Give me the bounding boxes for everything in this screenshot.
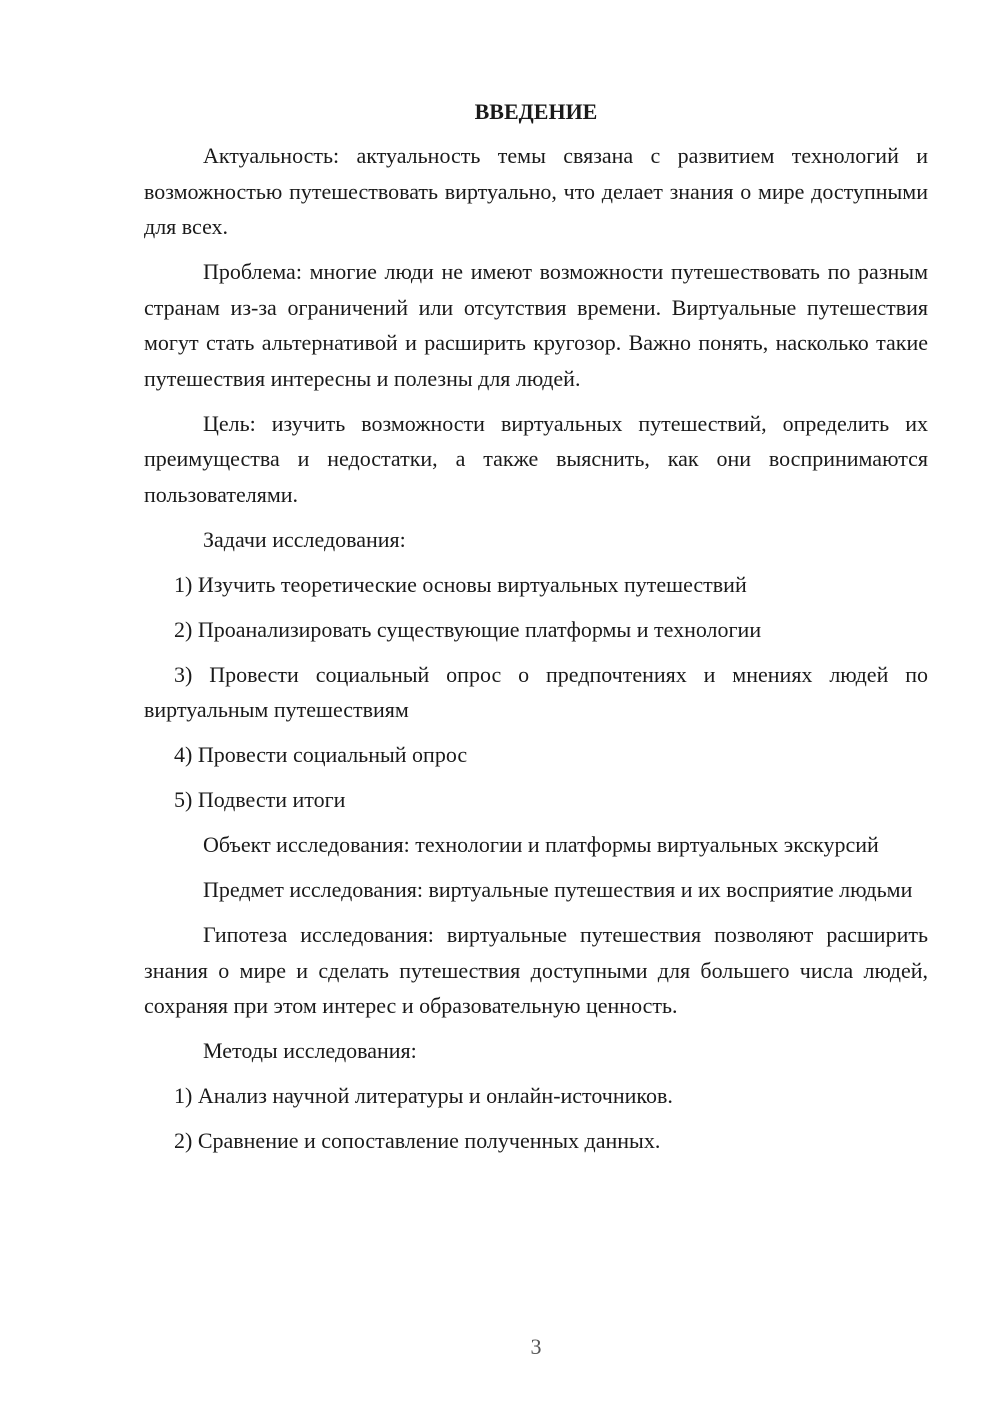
method-item-1: 1) Анализ научной литературы и онлайн-источников. [174, 1083, 673, 1108]
methods-heading: Методы исследования: [203, 1038, 417, 1063]
tasks-heading: Задачи исследования: [203, 526, 406, 552]
task-item-2: 2) Проанализировать существующие платформы и технологии [174, 616, 762, 642]
task-item-4: 4) Провести социальный опрос [174, 742, 468, 767]
section-title: ВВЕДЕНИЕ [474, 99, 598, 124]
task-item-5: 5) Подвести итоги [174, 787, 346, 812]
task-item-3: 3) Провести социальный опрос о предпочтениях и мнениях людей по виртуальным путешествиям [144, 661, 928, 722]
method-item-2: 2) Сравнение и сопоставление полученных данных. [174, 1128, 661, 1153]
paragraph-object: Объект исследования: технологии и платформы виртуальных экскурсий [203, 832, 879, 857]
paragraph-problem: Проблема: многие люди не имеют возможности путешествовать по разным странам из-за ограничений или отсутствия времени. Виртуальные путешествия могут стать альтернативой и расширить кругозор. Важно понять, насколько такие путешествия интересны и полезны для людей. [144, 259, 928, 391]
paragraph-goal: Цель: изучить возможности виртуальных путешествий, определить их преимущества и недостатки, а также выяснить, как они воспринимаются пользователями. [144, 410, 928, 507]
task-item-1: 1) Изучить теоретические основы виртуальных путешествий [174, 571, 747, 597]
page-content [144, 96, 928, 1168]
paragraph-actuality: Актуальность: актуальность темы связана с развитием технологий и возможностью путешествовать виртуально, что делает знания о мире доступными для всех. [144, 143, 928, 239]
paragraph-hypothesis: Гипотеза исследования: виртуальные путешествия позволяют расширить знания о мире и сделать путешествия доступными для большего числа людей, сохраняя при этом интерес и образовательную ценность. [144, 922, 928, 1018]
paragraph-subject: Предмет исследования: виртуальные путешествия и их восприятие людьми [203, 877, 913, 902]
page-number: 3 [530, 1334, 542, 1359]
